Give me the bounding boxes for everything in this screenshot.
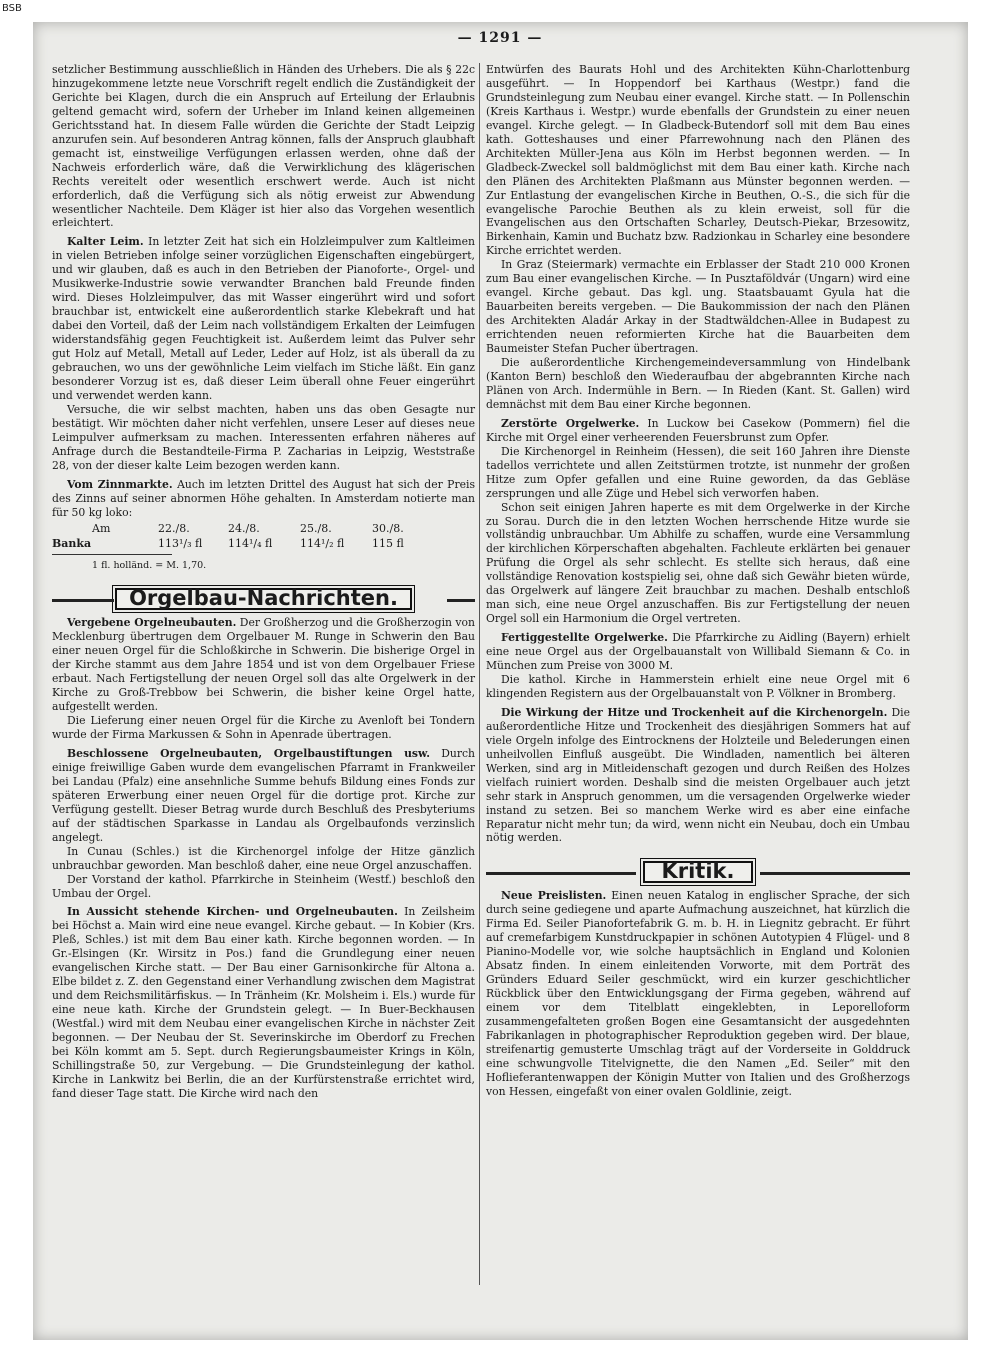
banner-title: Orgelbau-Nachrichten. — [115, 588, 412, 610]
section-heading: Neue Preislisten. — [501, 889, 607, 903]
paragraph — [52, 478, 475, 520]
table-cell: 24./8. — [228, 522, 260, 536]
paragraph-text: Die außerordentliche Hitze und Trockenheit des diesjährigen Sommers hat auf viele Orgeln infolge des Eintrocknens der Holzteile und Belederungen einen unheilvollen Einfluß ausgeübt. Die Windladen, namentlich bei älteren Werken, sind arg in Mitleidenschaft gezogen und durch Reißen des Holzes vielfach ruiniert worden. Deshalb sind die meisten Orgelbauer auch jetzt sehr stark in Anspruch genommen, um die versagenden Orgelwerke wieder instand zu setzen. Bei so manchem Werke wird es aber eine einfache Reparatur nicht mehr tun; da wird, wenn nicht ein Neubau, doch ein Umbau nötig werden. — [486, 705, 910, 845]
section-banner — [52, 588, 475, 610]
tin-price-table — [52, 522, 442, 552]
paragraph — [486, 889, 910, 1098]
section-heading: Kalter Leim. — [67, 235, 144, 249]
paragraph-text: Die Pfarrkirche zu Aidling (Bayern) erhielt eine neue Orgel aus der Orgelbauanstalt von Willibald Siemann & Co. in München zum Preise von 3000 M. — [486, 631, 910, 673]
paragraph-text: Der Großherzog und die Großherzogin von Mecklenburg übertrugen dem Orgelbauer M. Runge in Schwerin den Bau einer neuen Orgel für die Schloßkirche in Schwerin. Die bisherige Orgel in der Kirche stammt aus dem Jahre 1854 und ist von dem Orgelbauer Friese erbaut. Nach Fertigstellung der neuen Orgel soll das alte Orgelwerk in der Kirche zu Groß-Trebbow bei Schwerin, die bisher keine Orgel hatte, aufgestellt werden. — [52, 616, 475, 714]
section-heading: Die Wirkung der Hitze und Trockenheit auf die Kirchenorgeln. — [501, 705, 888, 719]
left-column — [52, 63, 475, 1101]
paragraph-text: Einen neuen Katalog in englischer Sprache, der sich durch seine gediegene und aparte Aufmachung auszeichnet, hat kürzlich die Firma Ed. Seiler Pianofortefabrik G. m. b. H. in Liegnitz gebracht. Er führt auf cremefarbigem Kunstdruckpapier in schönen Autotypien 4 Flügel- und 8 Pianino-Modelle vor, wie solche hauptsächlich in England und Kolonien Absatz finden. In einem einleitenden Vorworte, mit dem Porträt des Gründers Eduard Seiler geschmückt, wird ein kurzer geschichtlicher Rückblick über den Entwicklungsgang der Firma gegeben, während auf einem vor dem Titelblatt eingeklebten, in Leporelloform zusammengefalteten großen Bogen eine Gesamtansicht der ausgedehnten Fabrikanlagen in photographischer Reproduktion gegeben wird. Der blaue, streifenartig gemusterte Umschlag trägt auf der Vorderseite in Golddruck eine schwungvolle Titelvignette, die den Namen „Ed. Seiler“ mit den Hoflieferantenwappen der Königin Mutter von Italien und des Großherzogs von Hessen, eingefaßt von einer ovalen Goldlinie, zeigt. — [486, 889, 911, 1098]
paragraph: In Cunau (Schles.) ist die Kirchenorgel infolge der Hitze gänzlich unbrauchbar geworden. Man beschloß daher, eine neue Orgel anzuschaffen. — [52, 844, 475, 872]
table-cell: 114¹/₂ fl — [300, 537, 345, 551]
paragraph: Die kathol. Kirche in Hammerstein erhielt eine neue Orgel mit 6 klingenden Registern aus der Orgelbauanstalt von P. Völkner in Bromberg. — [486, 672, 910, 700]
paragraph: Die außerordentliche Kirchengemeindeversammlung von Hindelbank (Kanton Bern) beschloß den Wiederaufbau der abgebrannten Kirche nach Plänen von Arch. Indermühle in Bern. — In Rieden (Kant. St. Gallen) wird demnächst mit dem Bau einer Kirche begonnen. — [486, 356, 910, 411]
paragraph: Schon seit einigen Jahren haperte es mit dem Orgelwerke in der Kirche zu Sorau. Durch die in den letzten Wochen herrschende Hitze wurde sie vollständig unbrauchbar. Um Abhilfe zu schaffen, wurde eine Versammlung der kirchlichen Körperschaften abgehalten. Fachleute erklärten bei genauer Prüfung die Orgel als sehr schlecht. Es stellte sich heraus, daß eine vollständige Renovation kostspielig sei, ohne daß sich Gewähr bieten würde, das Orgelwerk auf längere Zeit brauchbar zu machen. Deshalb entschloß man sich, eine neue Orgel anzuschaffen. Bis zur Fertigstellung der neuen Orgel soll ein Harmonium die Orgel vertreten. — [486, 500, 910, 626]
paragraph: Versuche, die wir selbst machten, haben uns das oben Gesagte nur bestätigt. Wir möchten daher nicht verfehlen, unsere Leser auf dieses neue Leimpulver aufmerksam zu machen. Interessenten erfahren näheres auf Anfrage durch die Bestandteile-Firma P. Zacharias in Leipzig, Weststraße 28, von der dieser kalte Leim bezogen werden kann. — [52, 402, 475, 472]
section-heading: Beschlossene Orgelneubauten, Orgelbaustiftungen usw. — [67, 746, 430, 760]
paragraph: Der Vorstand der kathol. Pfarrkirche in Steinheim (Westf.) beschloß den Umbau der Orgel. — [52, 872, 475, 900]
paragraph-text: In letzter Zeit hat sich ein Holzleimpulver zum Kaltleimen in vielen Betrieben infolge seiner vorzüglichen Eigenschaften eingebürgert, und wir glauben, daß es auch in den Betrieben der Pianoforte-, Orgel- und Musikwerke-Industrie sowie verwandter Branchen bald Freunde finden wird. Dieses Holzleimpulver, das mit Wasser eingerührt wird und sofort brauchbar ist, entwickelt eine außerordentlich starke Klebekraft und hat dabei den Vorteil, daß der Leim nach vollständigem Erkalten der Leimfugen widerstandsfähig gegen Feuchtigkeit ist. Außerdem leimt das Pulver sehr gut Holz auf Metall, Metall auf Leder, Leder auf Holz, ist als überall da zu gebrauchen, wo uns der gewöhnliche Leim vielfach im Stiche läßt. Ein ganz besonderer Vorzug ist es, daß dieser Leim überall ohne Feuer eingerührt und verwendet werden kann. — [52, 235, 475, 402]
ornament-right — [447, 599, 475, 602]
table-cell: 113¹/₃ fl — [158, 537, 203, 551]
table-cell: 115 fl — [372, 537, 404, 551]
paragraph-text: In Luckow bei Casekow (Pommern) fiel die Kirche mit Orgel einer verheerenden Feuersbrunst zum Opfer. — [486, 416, 910, 444]
column-rule — [479, 63, 480, 1285]
table-cell: 30./8. — [372, 522, 404, 536]
paragraph-text: Auch im letzten Drittel des August hat sich der Preis des Zinns auf seiner abnormen Höhe gehalten. In Amsterdam notierte man für 50 kg loko: — [52, 477, 475, 519]
right-column — [486, 63, 910, 1099]
paragraph: Die Lieferung einer neuen Orgel für die Kirche zu Avenloft bei Tondern wurde der Firma Markussen & Sohn in Apenrade übertragen. — [52, 714, 475, 742]
ornament-left — [486, 872, 636, 875]
library-mark: BSB — [2, 3, 22, 14]
section-banner — [486, 861, 910, 883]
ornament-right — [760, 872, 910, 875]
paragraph — [52, 235, 475, 402]
section-heading: Zerstörte Orgelwerke. — [501, 416, 640, 430]
paragraph — [486, 706, 910, 846]
paragraph-text: Durch einige freiwillige Gaben wurde dem evangelischen Pfarramt in Frankweiler bei Landau (Pfalz) eine ansehnliche Summe behufs Bildung eines Fonds zur späteren Erwerbung einer neuen Orgel für die dortige prot. Kirche zur Verfügung gestellt. Dieser Betrag wurde durch Beschluß des Presbyteriums auf der städtischen Sparkasse in Landau als Orgelbaufonds verzinslich angelegt. — [52, 746, 475, 844]
table-cell: 25./8. — [300, 522, 332, 536]
table-cell: 114¹/₄ fl — [228, 537, 273, 551]
paragraph — [52, 747, 475, 845]
paragraph: In Graz (Steiermark) vermachte ein Erblasser der Stadt 210 000 Kronen zum Bau einer evangelischen Kirche. — In Pusztaföldvár (Ungarn) wird eine evangel. Kirche gebaut. Das kgl. ung. Staatsbauamt Gyula hat die Bauarbeiten bereits vergeben. — Die Baukommission der nach den Plänen des Architekten Aladár Arkay in der Stadtwäldchen-Allee in Budapest zu errichtenden neuen reformierten Kirche hat die Bauarbeiten dem Baumeister Stefan Pucher übertragen. — [486, 258, 910, 356]
paragraph — [486, 631, 910, 673]
table-cell: Am — [92, 522, 111, 536]
paragraph: Die Kirchenorgel in Reinheim (Hessen), die seit 160 Jahren ihre Dienste tadellos verrichtete und allen Zeitstürmen trotzte, ist nunmehr der großen Hitze zum Opfer gefallen und eine Ruine geworden, da das Gebläse zersprungen und alle Züge und Hebel sich verworfen haben. — [486, 444, 910, 500]
footnote: 1 fl. holländ. = M. 1,70. — [92, 559, 207, 571]
table-cell: 22./8. — [158, 522, 190, 536]
paragraph: setzlicher Bestimmung ausschließlich in Händen des Urhebers. Die als § 22c hinzugekommene letzte neue Vorschrift regelt endlich die Zuständigkeit der Gerichte bei Klagen, durch die ein Anspruch auf Erteilung der Erlaubnis geltend gemacht wird, sofern der Urheber im Inland keinen allgemeinen Gerichtsstand hat. In diesem Falle würden die Gerichte der Stadt Leipzig anzurufen sein. Auf besonderen Antrag können, falls der Anspruch glaubhaft gemacht ist, einstweilige Verfügungen erlassen werden, ohne daß der Nachweis erforderlich wäre, daß die Verwirklichung des klägerischen Rechts vereitelt oder wesentlich erschwert werde. Auch ist nicht erforderlich, daß die Verfügung sich als nötig erweist zur Abwendung wesentlicher Nachteile. Dem Kläger ist hier also das Vorgehen wesentlich erleichtert. — [52, 63, 475, 230]
table-cell: Banka — [52, 537, 92, 551]
paragraph — [52, 616, 475, 714]
section-heading: Vom Zinnmarkte. — [67, 477, 173, 491]
paragraph: Entwürfen des Baurats Hohl und des Architekten Kühn-Charlottenburg ausgeführt. — In Hoppendorf bei Karthaus (Westpr.) fand die Grundsteinlegung zum Neubau einer evangel. Kirche statt. — In Pollenschin (Kreis Karthaus i. Westpr.) wurde ebenfalls der Grundstein zu einer neuen evangel. Kirche gelegt. — In Gladbeck-Butendorf soll mit dem Bau eines kath. Gotteshauses und einer Pfarrewohnung nach den Plänen des Architekten Müller-Jena aus Köln im Herbst begonnen werden. — In Gladbeck-Zweckel soll baldmöglichst mit dem Bau einer kath. Kirche nach den Plänen des Architekten Plaßmann aus Münster begonnen werden. — Zur Entlastung der evangelischen Kirche in Beuthen, O.-S., die sich für die evangelische Parochie Beuthen als zu klein erweist, soll für die Evangelischen aus den Ortschaften Scharley, Deutsch-Piekar, Brzesowitz, Birkenhain, Kamin und Buchatz bzw. Radzionkau in Scharley eine besondere Kirche errichtet werden. — [486, 63, 910, 258]
ornament-left — [52, 599, 114, 602]
section-heading: Vergebene Orgelneubauten. — [67, 616, 237, 630]
page-number: — 1291 — — [457, 30, 543, 46]
paragraph — [486, 417, 910, 445]
paragraph — [52, 905, 475, 1100]
table-row — [52, 537, 442, 552]
table-row — [52, 522, 442, 537]
divider — [52, 554, 172, 555]
section-heading: Fertiggestellte Orgelwerke. — [501, 631, 668, 645]
banner-title: Kritik. — [643, 861, 752, 883]
section-heading: In Aussicht stehende Kirchen- und Orgelneubauten. — [67, 905, 398, 919]
paragraph-text: In Zeilsheim bei Höchst a. Main wird eine neue evangel. Kirche gebaut. — In Kobier (Krs. Pleß, Schles.) ist mit dem Bau einer kath. Kirche begonnen worden. — In Gr.-Elsingen (Kr. Wirsitz in Pos.) fand die Grundlegung einer neuen evangelischen Kirche statt. — Der Bau einer Garnisonkirche für Altona a. Elbe bildet z. Z. den Gegenstand einer Verhandlung zwischen dem Magistrat und dem Reichsmilitärfiskus. — In Tränheim (Kr. Molsheim i. Els.) wurde für eine neue kath. Kirche der Grundstein gelegt. — In Buer-Beckhausen (Westfal.) wird mit dem Neubau einer evangelischen Kirche in nächster Zeit begonnen. — Der Neubau der St. Severinskirche im Oberdorf zu Frechen bei Köln kommt am 5. Sept. durch Regierungsbaumeister Krings in Köln, Schillingstraße 50, zur Vergebung. — Die Grundsteinlegung der kathol. Kirche in Lankwitz bei Berlin, die an der Kurfürstenstraße errichtet wird, fand dieser Tage statt. Die Kirche wird nach den — [52, 905, 475, 1100]
